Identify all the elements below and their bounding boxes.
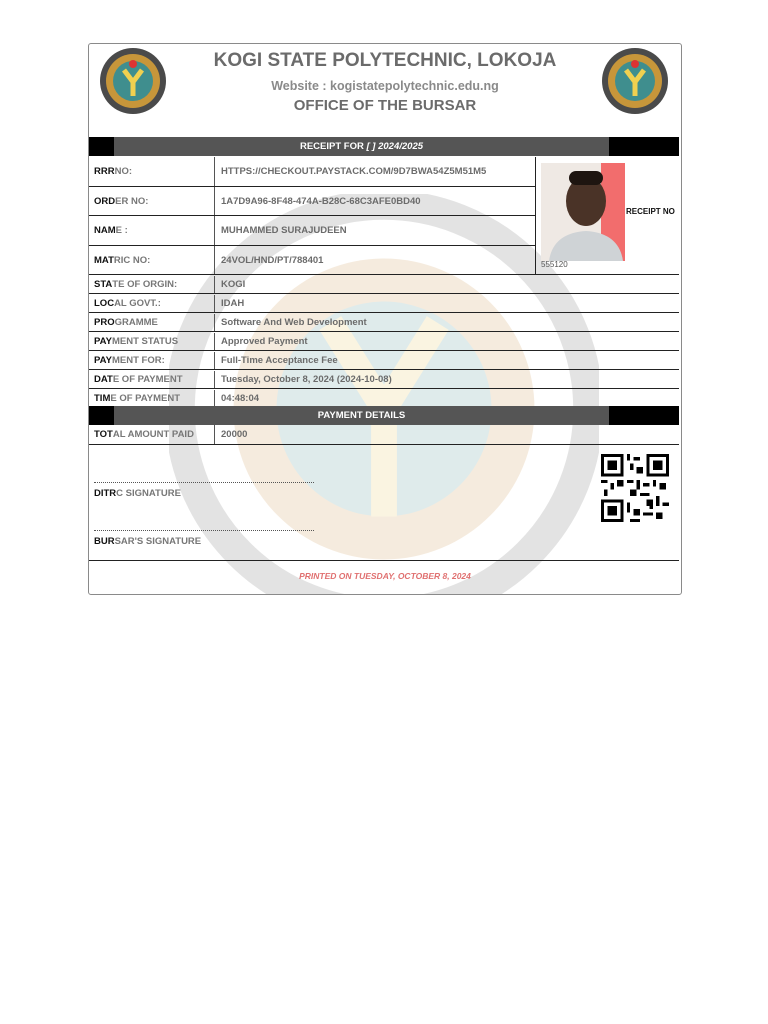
- field-row-order: [89, 187, 535, 216]
- field-label: PAY MENT STATUS: [89, 333, 215, 350]
- institution-title: KOGI STATE POLYTECHNIC, LOKOJA: [213, 50, 557, 71]
- bursar-signature-label: BURSAR'S SIGNATURE: [94, 536, 202, 547]
- receipt-no-value: 555120: [541, 260, 568, 269]
- field-row-time: [89, 390, 679, 406]
- signature-line: [94, 481, 314, 483]
- field-row-name: [89, 216, 535, 246]
- field-label: LOC AL GOVT.:: [89, 295, 215, 312]
- divider: [89, 274, 679, 275]
- printed-date-footer: PRINTED ON TUESDAY, OCTOBER 8, 2024: [299, 571, 471, 581]
- field-value-programme: Software And Web Development: [221, 317, 367, 328]
- receipt-for-bar: [89, 137, 679, 156]
- payment-details-bar: [89, 406, 679, 425]
- field-value-payment-for: Full-Time Acceptance Fee: [221, 355, 338, 366]
- field-row-date: [89, 371, 679, 389]
- student-avatar-icon: [541, 163, 625, 261]
- field-label: PAY MENT FOR:: [89, 352, 215, 369]
- receipt-no-label: RECEIPT NO: [626, 207, 675, 216]
- field-row-state: [89, 276, 679, 294]
- field-value-total: 20000: [221, 429, 248, 440]
- field-value-lga: IDAH: [221, 298, 245, 309]
- field-row-payment-status: [89, 333, 679, 351]
- payment-details-label: PAYMENT DETAILS: [114, 406, 609, 425]
- field-row-total: [89, 425, 679, 445]
- field-label: TOT AL AMOUNT PAID: [89, 425, 215, 444]
- field-label: TIM E OF PAYMENT: [89, 390, 215, 406]
- receipt-header: [89, 44, 681, 137]
- field-value-matric: 24VOL/HND/PT/788401: [221, 254, 324, 266]
- photo-box: [535, 157, 680, 274]
- student-photo: [541, 163, 625, 261]
- field-label: PRO GRAMME: [89, 314, 215, 331]
- signature-area: [89, 445, 679, 561]
- website-text: Website : kogistatepolytechnic.edu.ng: [271, 79, 499, 93]
- field-label: NAM E :: [89, 216, 215, 245]
- field-value-date: Tuesday, October 8, 2024 (2024-10-08): [221, 374, 392, 385]
- field-row-lga: [89, 295, 679, 313]
- field-label: MAT RIC NO:: [89, 246, 215, 274]
- receipt-for-label: RECEIPT FOR: [299, 141, 364, 152]
- signature-line: [94, 529, 314, 531]
- field-label: STA TE OF ORGIN:: [89, 276, 215, 293]
- field-row-rrr: [89, 157, 535, 187]
- ditrc-signature-label: DITRC SIGNATURE: [94, 488, 181, 499]
- field-value-time: 04:48:04: [221, 392, 260, 404]
- field-row-matric: [89, 246, 535, 274]
- field-value-rrr: HTTPS://CHECKOUT.PAYSTACK.COM/9D7BWA54Z5M51M5: [221, 166, 487, 177]
- receipt-document: [88, 43, 682, 595]
- field-value-name: MUHAMMED SURAJUDEEN: [221, 225, 347, 236]
- receipt-session: [ ] 2024/2025: [366, 141, 424, 152]
- field-label: DAT E OF PAYMENT: [89, 371, 215, 388]
- field-value-state: KOGI: [221, 279, 246, 290]
- field-value-order: 1A7D9A96-8F48-474A-B28C-68C3AFE0BD40: [221, 195, 421, 207]
- field-label: RRR NO:: [89, 157, 215, 186]
- field-label: ORD ER NO:: [89, 187, 215, 215]
- polytechnic-logo-icon: [600, 46, 670, 116]
- qr-code-icon: [601, 454, 669, 522]
- field-row-payment-for: [89, 352, 679, 370]
- office-title: OFFICE OF THE BURSAR: [293, 97, 477, 114]
- field-value-payment-status: Approved Payment: [221, 336, 308, 347]
- field-row-programme: [89, 314, 679, 332]
